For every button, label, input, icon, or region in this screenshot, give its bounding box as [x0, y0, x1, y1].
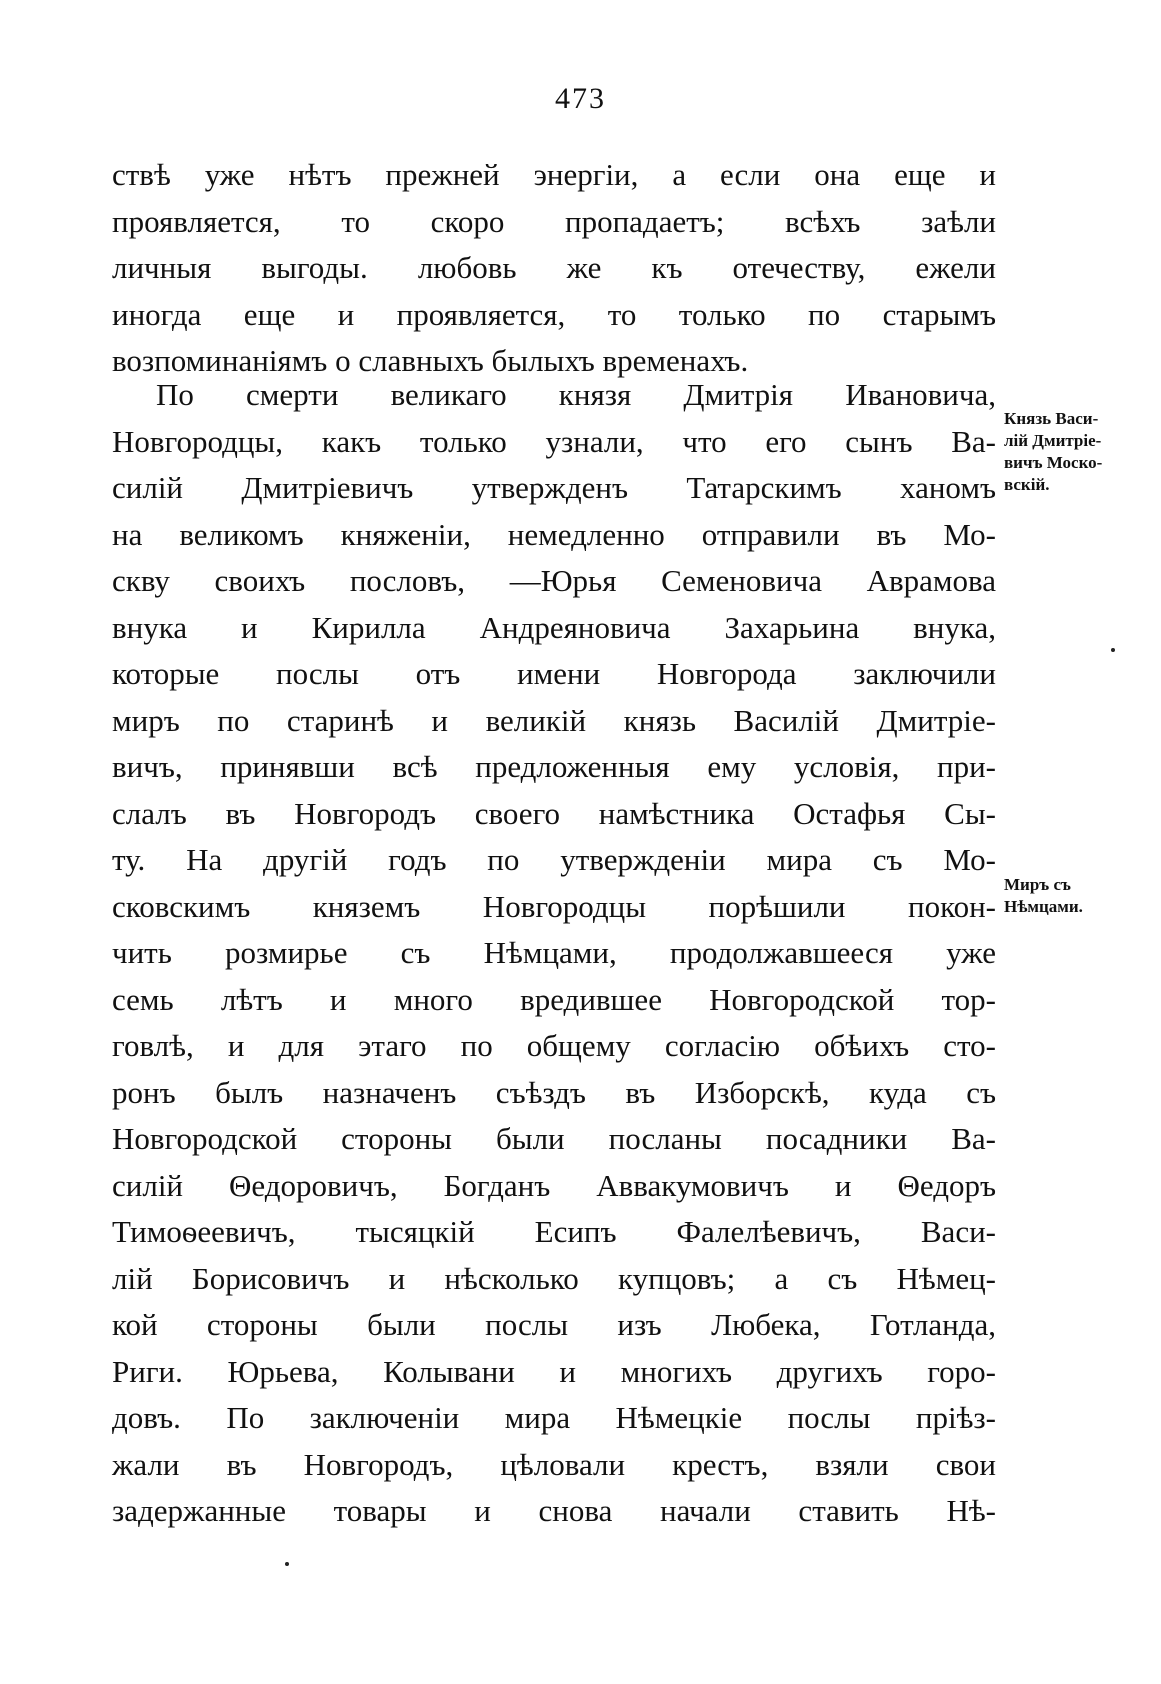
text-line: ронъ былъ назначенъ съѣздъ въ Изборскѣ, куда съ: [112, 1074, 996, 1110]
text-line: жали въ Новгородъ, цѣловали крестъ, взяли свои: [112, 1446, 996, 1482]
margin-note-line: Нѣмцами.: [1004, 897, 1083, 916]
text-line: Тимоѳеевичъ, тысяцкій Есипъ Фалелѣевичъ, Васи-: [112, 1214, 996, 1249]
page-number: 473: [555, 82, 606, 115]
text-line: ствѣ уже нѣтъ прежней энергіи, а если она еще и: [112, 157, 996, 192]
text-line: Новгородцы, какъ только узнали, что его сынъ Ва-: [112, 423, 996, 459]
text-line: задержанные товары и снова начали ставить Нѣ-: [112, 1493, 996, 1528]
text-line: проявляется, то скоро пропадаетъ; всѣхъ заѣли: [112, 203, 996, 239]
text-line: которые послы отъ имени Новгорода заключили: [112, 656, 996, 691]
text-line: вичъ, принявши всѣ предложенныя ему условія, при-: [112, 749, 996, 784]
text-line: чить розмирье съ Нѣмцами, продолжавшееся уже: [112, 935, 996, 970]
margin-note-line: вичъ Моско-: [1004, 453, 1103, 472]
print-speck: [1111, 648, 1115, 652]
text-line: миръ по старинѣ и великій князь Василій Дмитріе-: [112, 702, 996, 738]
paragraph-1: [112, 152, 996, 385]
text-line: на великомъ княженіи, немедленно отправили въ Мо-: [112, 516, 996, 552]
text-line: сковскимъ княземъ Новгородцы порѣшили покон-: [112, 888, 996, 924]
text-line: внука и Кирилла Андреяновича Захарьина внука,: [112, 609, 996, 645]
text-line: личныя выгоды. любовь же къ отечеству, ежели: [112, 250, 996, 285]
text-line: слалъ въ Новгородъ своего намѣстника Остафья Сы-: [112, 795, 996, 831]
text-line: Новгородской стороны были посланы посадники Ва-: [112, 1121, 996, 1156]
margin-note-line: лій Дмитріе-: [1004, 431, 1102, 450]
text-line: По смерти великаго князя Дмитрія Ивановича,: [156, 377, 996, 412]
margin-note-vasily: [1004, 408, 1154, 496]
margin-note-line: вскій.: [1004, 475, 1050, 494]
margin-note-line: Миръ съ: [1004, 875, 1071, 894]
print-speck: [285, 1562, 289, 1566]
text-line: Риги. Юрьева, Колывани и многихъ другихъ горо-: [112, 1353, 996, 1389]
text-line: силій Дмитріевичъ утвержденъ Татарскимъ ханомъ: [112, 470, 996, 505]
text-line: лій Борисовичъ и нѣсколько купцовъ; а съ Нѣмец-: [112, 1260, 996, 1296]
margin-note-line: Князь Васи-: [1004, 409, 1099, 428]
text-line: скву своихъ пословъ, —Юрья Семеновича Аврамова: [112, 563, 996, 598]
text-line: ту. На другій годъ по утвержденіи мира съ Мо-: [112, 842, 996, 877]
text-line: кой стороны были послы изъ Любека, Готланда,: [112, 1307, 996, 1342]
margin-note-germans: [1004, 874, 1154, 918]
text-line: семь лѣтъ и много вредившее Новгородской тор-: [112, 981, 996, 1017]
text-line: иногда еще и проявляется, то только по старымъ: [112, 296, 996, 332]
text-line: возпоминаніямъ о славныхъ былыхъ временахъ.: [112, 343, 749, 378]
text-line: говлѣ, и для этаго по общему согласію обѣихъ сто-: [112, 1028, 996, 1063]
text-line: силій Θедоровичъ, Богданъ Аввакумовичъ и Θедоръ: [112, 1167, 996, 1203]
paragraph-2: [112, 372, 996, 1535]
text-line: довъ. По заключеніи мира Нѣмецкіе послы пріѣз-: [112, 1400, 996, 1435]
